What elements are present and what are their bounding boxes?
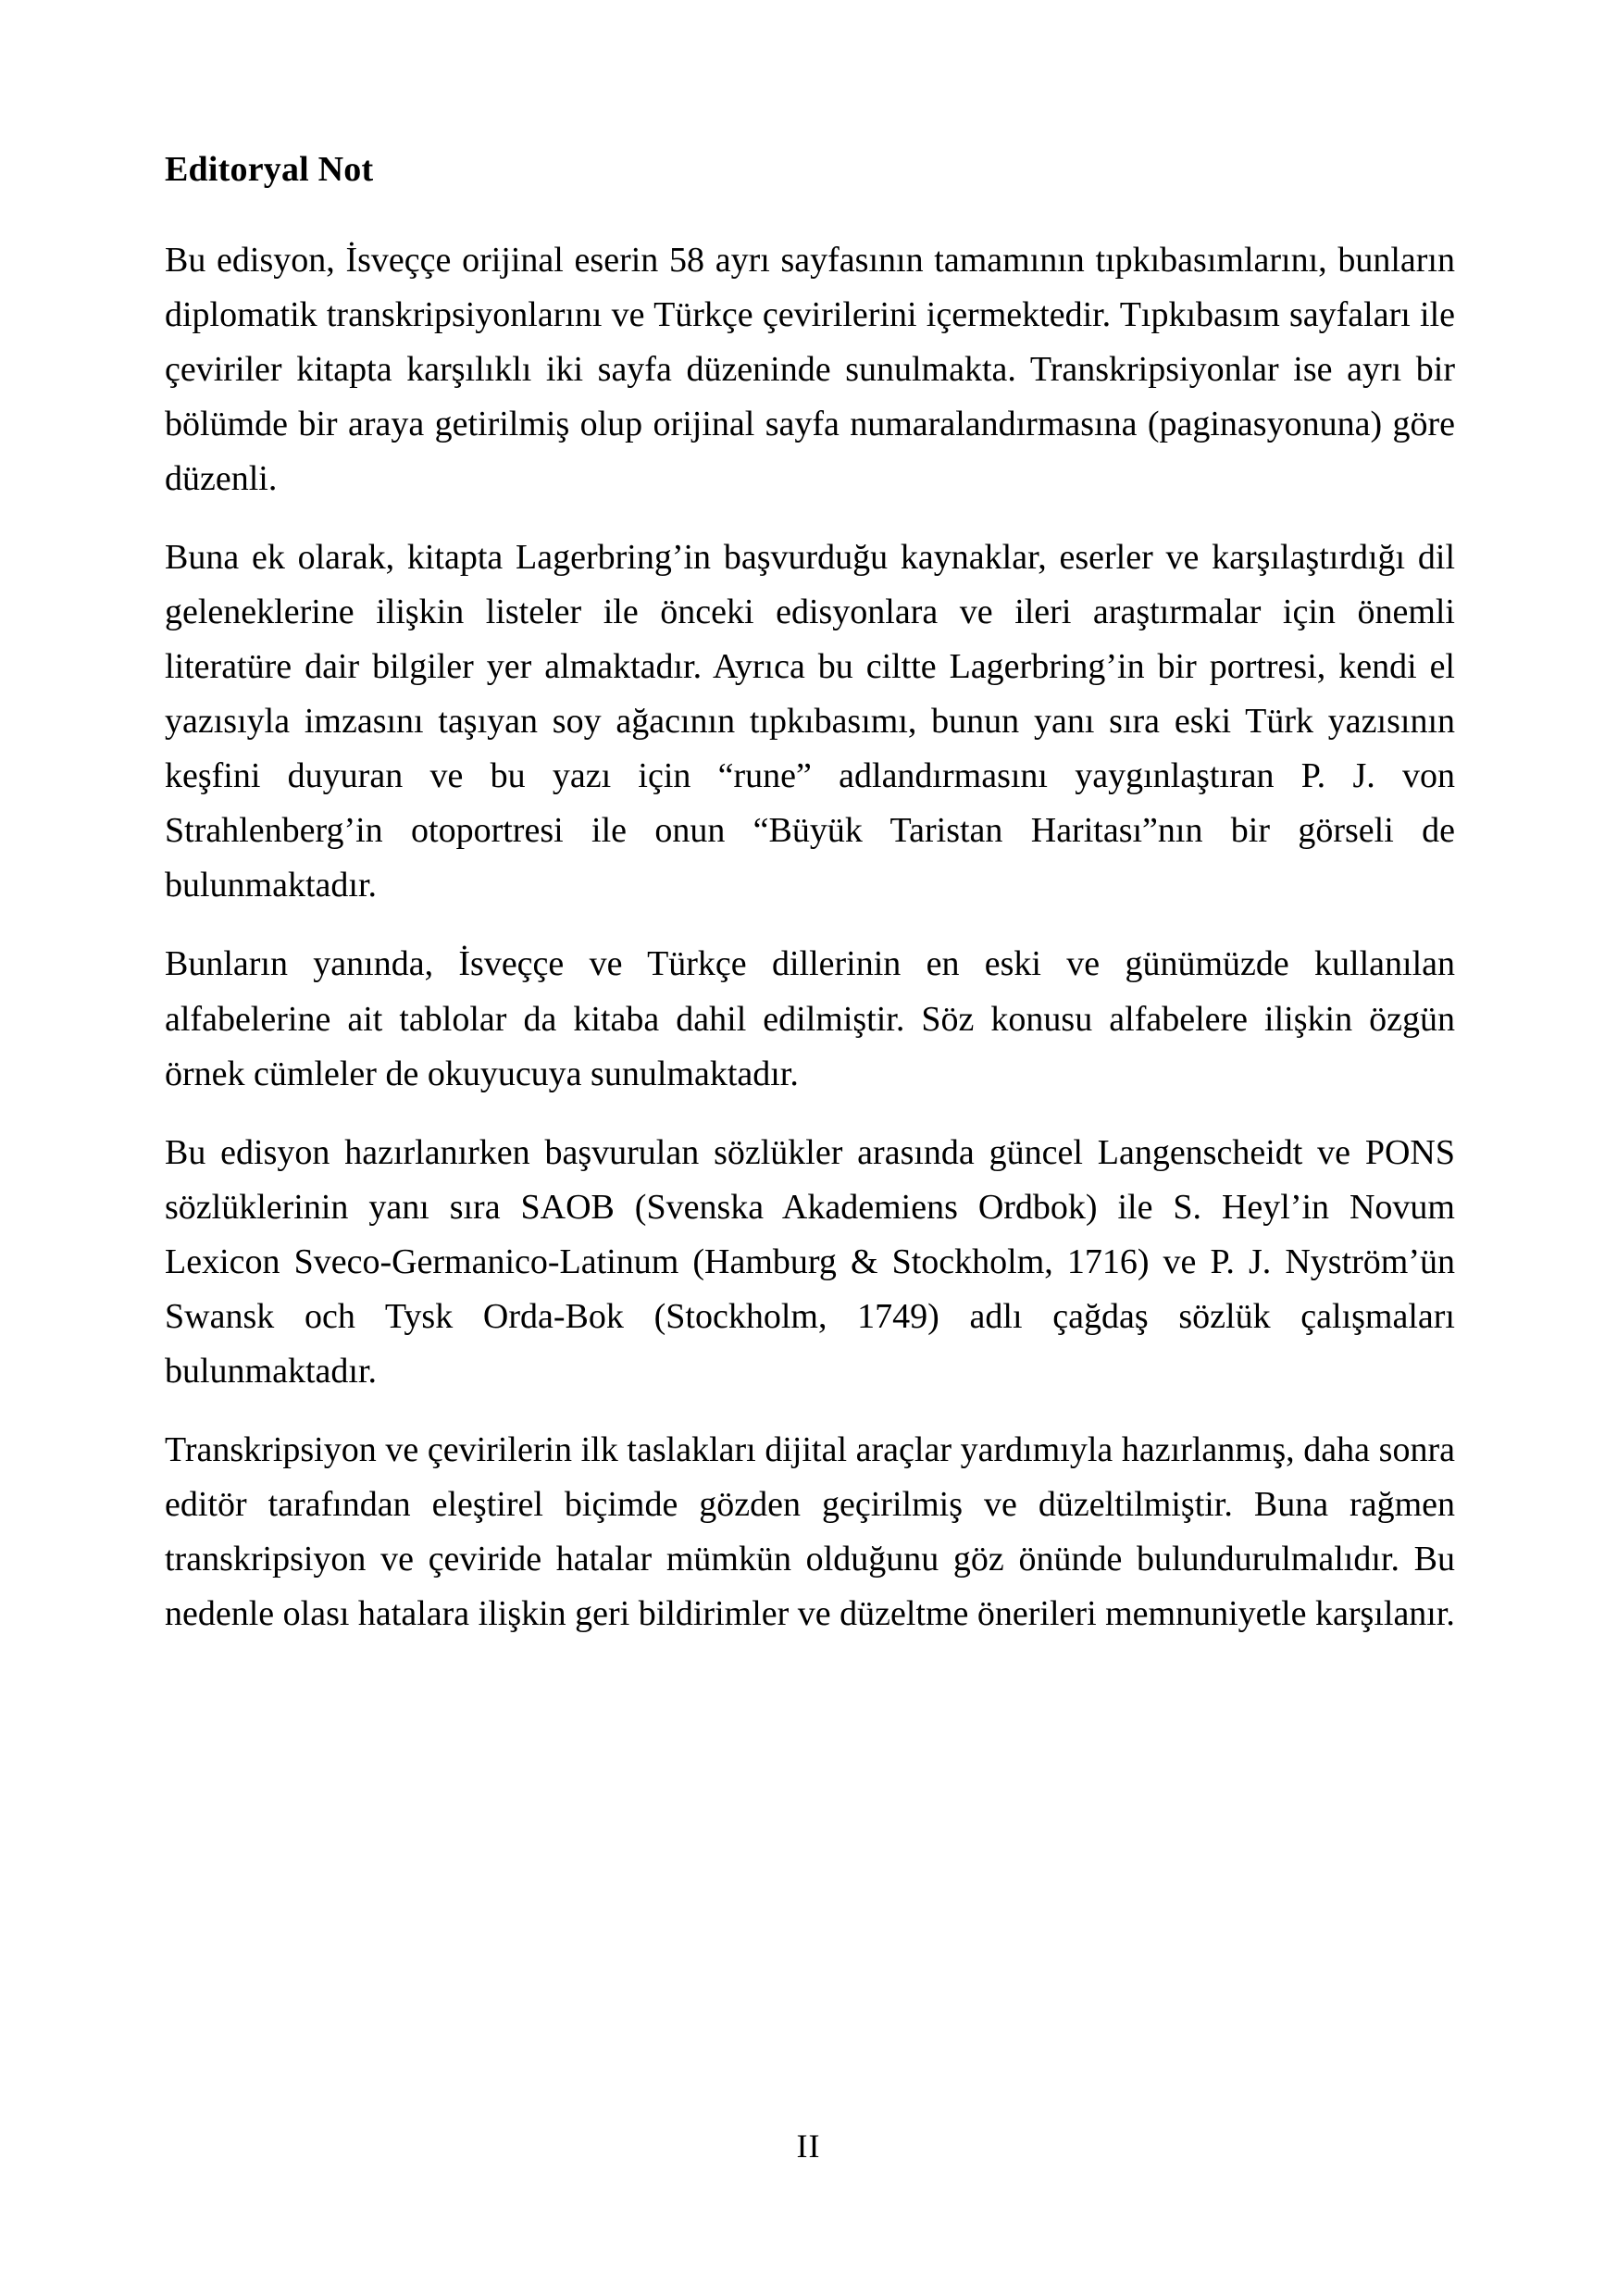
body-paragraph: Bunların yanında, İsveççe ve Türkçe dillerinin en eski ve günümüzde kullanılan alfabelerine ait tablolar da kitaba dahil edilmiştir. Söz konusu alfabelere ilişkin özgün örnek cümleler de okuyucuya sunulmaktadır. — [165, 944, 1455, 1093]
page-number: II — [796, 2128, 821, 2165]
page-footer — [0, 2129, 1617, 2163]
body-paragraph: Transkripsiyon ve çevirilerin ilk taslakları dijital araçlar yardımıyla hazırlanmış, daha sonra editör tarafından eleştirel biçimde gözden geçirilmiş ve düzeltilmiştir. Buna rağmen transkripsiyon ve çeviride hatalar mümkün olduğunu göz önünde bulundurulmalıdır. Bu nedenle olası hatalara ilişkin geri bildirimler ve düzeltme önerileri memnuniyetle karşılanır. — [165, 1430, 1455, 1634]
page-content-block — [165, 148, 1455, 1641]
body-paragraph: Bu edisyon, İsveççe orijinal eserin 58 ayrı sayfasının tamamının tıpkıbasımlarını, bunların diplomatik transkripsiyonlarını ve Türkçe çevirilerini içermektedir. Tıpkıbasım sayfaları ile çeviriler kitapta karşılıklı iki sayfa düzeninde sunulmakta. Transkripsiyonlar ise ayrı bir bölümde bir araya getirilmiş olup orijinal sayfa numaralandırmasına (paginasyonuna) göre düzenli. — [165, 240, 1455, 498]
page-title: Editoryal Not — [165, 150, 374, 189]
body-paragraph: Bu edisyon hazırlanırken başvurulan sözlükler arasında güncel Langenscheidt ve PONS sözlüklerinin yanı sıra SAOB (Svenska Akademiens Ordbok) ile S. Heyl’in Novum Lexicon Sveco-Germanico-Latinum (Hamburg & Stockholm, 1716) ve P. J. Nyström’ün Swansk och Tysk Orda-Bok (Stockholm, 1749) adlı çağdaş sözlük çalışmaları bulunmaktadır. — [165, 1132, 1455, 1391]
body-paragraph: Buna ek olarak, kitapta Lagerbring’in başvurduğu kaynaklar, eserler ve karşılaştırdığı dil geleneklerine ilişkin listeler ile önceki edisyonlara ve ileri araştırmalar için önemli literatüre dair bilgiler yer almaktadır. Ayrıca bu ciltte Lagerbring’in bir portresi, kendi el yazısıyla imzasını taşıyan soy ağacının tıpkıbasımı, bunun yanı sıra eski Türk yazısının keşfini duyuran ve bu yazı için “rune” adlandırmasını yaygınlaştıran P. J. von Strahlenberg’in otoportresi ile onun “Büyük Taristan Haritası”nın bir görseli de bulunmaktadır. — [165, 537, 1455, 905]
